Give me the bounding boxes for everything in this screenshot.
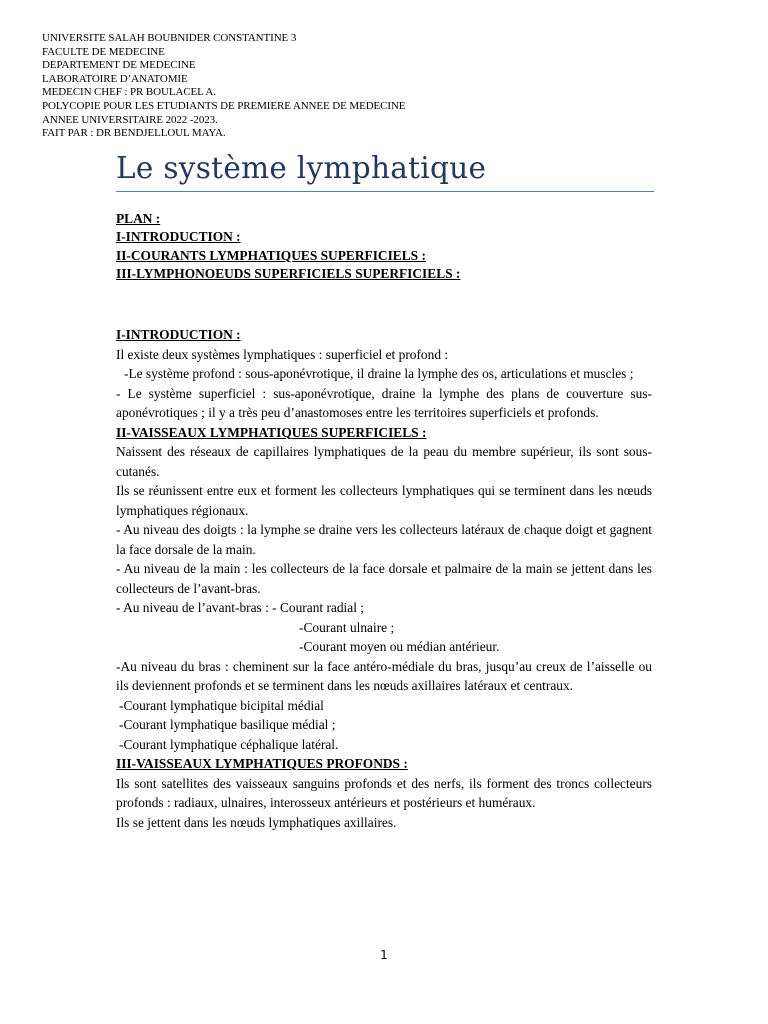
- list-item-courant: -Courant lymphatique basilique médial ;: [119, 717, 336, 732]
- plan-item: II-COURANTS LYMPHATIQUES SUPERFICIELS :: [116, 247, 426, 263]
- paragraph: - Au niveau des doigts : la lymphe se draine vers les collecteurs latéraux de chaque doigt et gagnent la face dorsale de la main.: [116, 522, 652, 557]
- header-faculty: FACULTE DE MEDECINE: [42, 45, 165, 58]
- paragraph: - Au niveau de la main : les collecteurs de la face dorsale et palmaire de la main se jettent dans les collecteurs de l’avant-bras.: [116, 561, 652, 596]
- paragraph-arm: -Au niveau du bras : cheminent sur la face antéro-médiale du bras, jusqu’au creux de l’aisselle ou ils deviennent profonds et se terminent dans les nœuds axillaires latéraux et centraux.: [116, 658, 652, 693]
- section-heading-superficial-vessels: II-VAISSEAUX LYMPHATIQUES SUPERFICIELS :: [116, 424, 427, 440]
- plan-item: I-INTRODUCTION :: [116, 229, 241, 245]
- section-heading-introduction: I-INTRODUCTION :: [116, 327, 241, 342]
- paragraph: - Le système superficiel : sus-aponévrotique, draine la lymphe des plans de couverture sus-aponévrotiques ; il y a très peu d’anastomoses entre les territoires superficiels et profonds.: [116, 385, 652, 420]
- paragraph-forearm: - Au niveau de l’avant-bras : - Courant radial ;: [116, 600, 365, 615]
- paragraph: Naissent des réseaux de capillaires lymphatiques de la peau du membre supérieur, ils sont sous-cutanés.: [116, 444, 652, 479]
- header-university: UNIVERSITE SALAH BOUBNIDER CONSTANTINE 3: [42, 32, 297, 44]
- paragraph: Ils se réunissent entre eux et forment les collecteurs lymphatiques qui se terminent dans les nœuds lymphatiques régionaux.: [116, 483, 652, 518]
- plan-item: III-LYMPHONOEUDS SUPERFICIELS SUPERFICIELS :: [116, 266, 461, 282]
- paragraph: Ils se jettent dans les nœuds lymphatiques axillaires.: [116, 814, 397, 830]
- title-underline-divider: [116, 191, 654, 192]
- header-author: FAIT PAR : DR BENDJELLOUL MAYA.: [42, 127, 226, 140]
- paragraph: Ils sont satellites des vaisseaux sanguins profonds et des nerfs, ils forment des troncs collecteurs profonds : radiaux, ulnaires, interosseux antérieurs et postérieurs et huméraux.: [116, 775, 652, 810]
- list-item-courant: -Courant ulnaire ;: [299, 619, 395, 635]
- page-number: 1: [380, 948, 388, 962]
- plan-section: [116, 210, 656, 284]
- paragraph: -Le système profond : sous-aponévrotique, il draine la lymphe des os, articulations et muscles ;: [124, 366, 634, 381]
- header-department: DEPARTEMENT DE MEDECINE: [42, 59, 196, 72]
- header-course: POLYCOPIE POUR LES ETUDIANTS DE PREMIERE ANNEE DE MEDECINE: [42, 99, 406, 112]
- plan-heading: PLAN :: [116, 211, 161, 226]
- header-chief: MEDECIN CHEF : PR BOULACEL A.: [42, 86, 216, 99]
- header-year: ANNEE UNIVERSITAIRE 2022 -2023.: [42, 113, 218, 126]
- header-laboratory: LABORATOIRE D’ANATOMIE: [42, 72, 188, 85]
- page-title: Le système lymphatique: [116, 151, 487, 185]
- document-header: [42, 32, 542, 141]
- section-heading-deep-vessels: III-VAISSEAUX LYMPHATIQUES PROFONDS :: [116, 756, 408, 771]
- document-body: [116, 325, 652, 832]
- paragraph: Il existe deux systèmes lymphatiques : superficiel et profond :: [116, 346, 449, 362]
- list-item-courant: -Courant lymphatique bicipital médial: [119, 697, 324, 713]
- list-item-courant: -Courant lymphatique céphalique latéral.: [119, 736, 339, 752]
- list-item-courant: -Courant moyen ou médian antérieur.: [299, 639, 500, 654]
